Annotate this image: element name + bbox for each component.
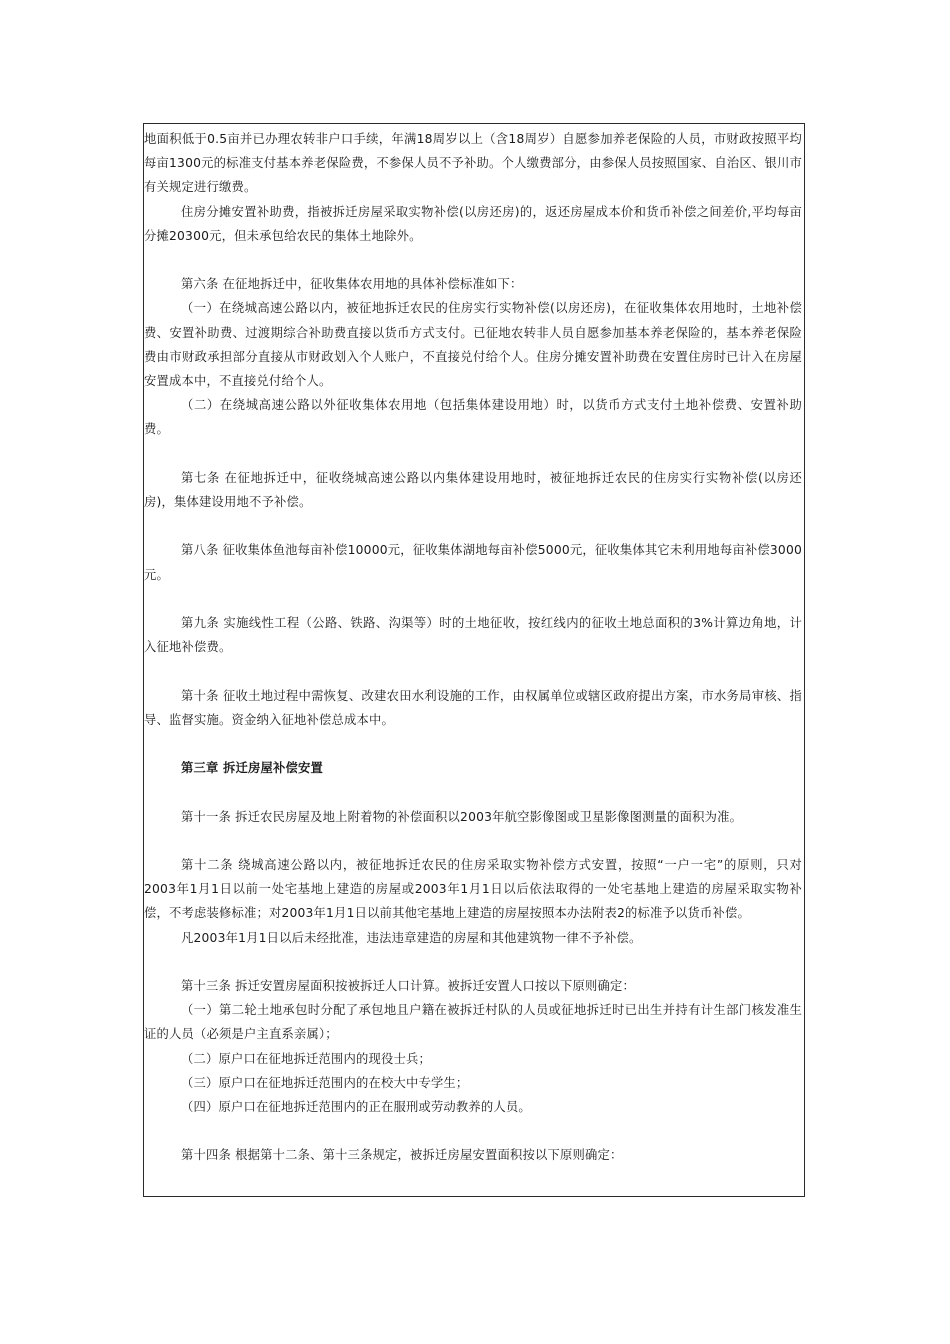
article-12: 第十二条 绕城高速公路以内，被征地拆迁农民的住房采取实物补偿方式安置，按照“一户一宅”的原则，只对2003年1月1日以前一处宅基地上建造的房屋或2003年1月1日以后依法取得的一处宅基地上建造的房屋采取实物补偿，不考虑装修标准；对2003年1月1日以前其他宅基地上建造的房屋按照本办法附表2的标准予以货币补偿。 <box>144 857 802 921</box>
list-item: （二）原户口在征地拆迁范围内的现役士兵； <box>181 1051 431 1066</box>
article-10: 第十条 征收土地过程中需恢复、改建农田水利设施的工作，由权属单位或辖区政府提出方案，市水务局审核、指导、监督实施。资金纳入征地补偿总成本中。 <box>144 688 802 727</box>
list-item: （一）第二轮土地承包时分配了承包地且户籍在被拆迁村队的人员或征地拆迁时已出生并持有计生部门核发准生证的人员（必须是户主直系亲属）； <box>144 1003 802 1042</box>
document-body <box>144 127 802 1168</box>
list-item: （四）原户口在征地拆迁范围内的正在服刑或劳动教养的人员。 <box>181 1099 531 1114</box>
article-11: 第十一条 拆迁农民房屋及地上附着物的补偿面积以2003年航空影像图或卫星影像图测量的面积为准。 <box>181 809 743 824</box>
paragraph-gap <box>144 248 802 272</box>
paragraph: 地面积低于0.5亩并已办理农转非户口手续，年满18周岁以上（含18周岁）自愿参加养老保险的人员，市财政按照平均每亩1300元的标准支付基本养老保险费，不参保人员不予补助。个人缴费部分，由参保人员按照国家、自治区、银川市有关规定进行缴费。 <box>144 132 802 195</box>
paragraph-gap <box>144 514 802 538</box>
paragraph-gap <box>144 587 802 611</box>
paragraph: 凡2003年1月1日以后未经批准，违法违章建造的房屋和其他建筑物一律不予补偿。 <box>181 930 642 945</box>
article-13: 第十三条 拆迁安置房屋面积按被拆迁人口计算。被拆迁安置人口按以下原则确定： <box>181 978 635 993</box>
paragraph-gap <box>144 659 802 683</box>
paragraph-gap <box>144 1119 802 1143</box>
paragraph: 住房分摊安置补助费，指被拆迁房屋采取实物补偿(以房还房)的，返还房屋成本价和货币补偿之间差价,平均每亩分摊20300元，但未承包给农民的集体土地除外。 <box>144 204 802 243</box>
list-item: （三）原户口在征地拆迁范围内的在校大中专学生； <box>181 1075 469 1090</box>
article-7: 第七条 在征地拆迁中，征收绕城高速公路以内集体建设用地时，被征地拆迁农民的住房实行实物补偿(以房还房)，集体建设用地不予补偿。 <box>144 470 802 510</box>
paragraph-gap <box>144 780 802 804</box>
paragraph-gap <box>144 442 802 466</box>
paragraph-gap <box>144 732 802 756</box>
article-6-heading: 第六条 在征地拆迁中，征收集体农用地的具体补偿标准如下： <box>181 277 523 292</box>
article-14: 第十四条 根据第十二条、第十三条规定，被拆迁房屋安置面积按以下原则确定： <box>181 1148 623 1163</box>
article-9: 第九条 实施线性工程（公路、铁路、沟渠等）时的土地征收，按红线内的征收土地总面积的3%计算边角地，计入征地补偿费。 <box>144 616 802 655</box>
paragraph-gap <box>144 829 802 853</box>
paragraph-gap <box>144 950 802 974</box>
article-8: 第八条 征收集体鱼池每亩补偿10000元，征收集体湖地每亩补偿5000元，征收集体其它未利用地每亩补偿3000元。 <box>144 543 802 582</box>
paragraph: （二）在绕城高速公路以外征收集体农用地（包括集体建设用地）时，以货币方式支付土地补偿费、安置补助费。 <box>144 398 802 437</box>
chapter-heading: 第三章 拆迁房屋补偿安置 <box>181 761 323 776</box>
paragraph: （一）在绕城高速公路以内，被征地拆迁农民的住房实行实物补偿(以房还房)，在征收集体农用地时，土地补偿费、安置补助费、过渡期综合补助费直接以货币方式支付。已征地农转非人员自愿参加基本养老保险的，基本养老保险费由市财政承担部分直接从市财政划入个人账户，不直接兑付给个人。住房分摊安置补助费在安置住房时已计入在房屋安置成本中，不直接兑付给个人。 <box>144 301 802 389</box>
